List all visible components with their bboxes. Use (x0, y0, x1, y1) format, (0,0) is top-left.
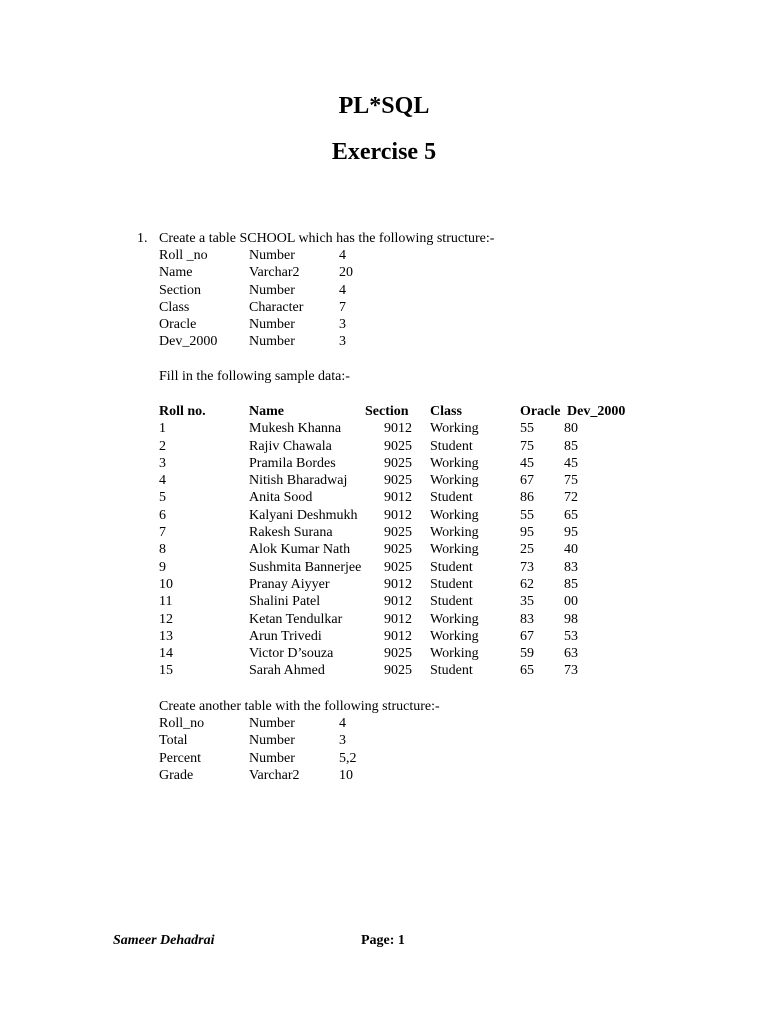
cell-name: Ketan Tendulkar (249, 611, 343, 627)
cell-section: 9012 (384, 507, 412, 523)
field-type: Number (249, 334, 295, 350)
cell-roll: 9 (159, 559, 166, 575)
fill-data-instruction: Fill in the following sample data:- (159, 369, 350, 384)
cell-roll: 14 (159, 646, 173, 662)
cell-section: 9025 (384, 455, 412, 471)
cell-name: Anita Sood (249, 490, 313, 506)
cell-roll: 5 (159, 490, 166, 506)
cell-class: Working (430, 628, 479, 644)
field-name: Roll _no (159, 248, 208, 263)
cell-section: 9025 (384, 542, 412, 558)
cell-oracle: 25 (520, 542, 534, 558)
cell-class: Student (430, 594, 473, 610)
cell-roll: 3 (159, 455, 166, 471)
cell-roll: 1 (159, 421, 166, 437)
field-size: 20 (339, 265, 353, 281)
cell-class: Student (430, 490, 473, 506)
field-type: Varchar2 (249, 767, 300, 783)
field-size: 3 (339, 317, 346, 333)
field-name: Dev_2000 (159, 334, 218, 350)
cell-dev: 85 (564, 576, 578, 592)
cell-class: Working (430, 473, 479, 489)
cell-name: Rakesh Surana (249, 525, 333, 541)
cell-oracle: 83 (520, 611, 534, 627)
header-oracle: Oracle (520, 404, 561, 419)
cell-name: Mukesh Khanna (249, 421, 342, 437)
field-name: Grade (159, 767, 194, 783)
cell-name: Sarah Ahmed (249, 663, 325, 679)
cell-roll: 6 (159, 507, 166, 523)
cell-oracle: 55 (520, 507, 534, 523)
cell-oracle: 62 (520, 576, 534, 592)
second-table-instruction: Create another table with the following structure:- (159, 699, 440, 714)
cell-dev: 95 (564, 525, 578, 541)
header-dev: Dev_2000 (567, 404, 626, 419)
cell-roll: 11 (159, 594, 173, 610)
header-roll: Roll no. (159, 404, 206, 419)
cell-roll: 12 (159, 611, 173, 627)
field-type: Number (249, 317, 295, 333)
cell-oracle: 73 (520, 559, 534, 575)
cell-dev: 00 (564, 594, 578, 610)
field-name: Name (159, 265, 193, 281)
cell-class: Student (430, 559, 473, 575)
field-name: Roll_no (159, 716, 205, 731)
cell-dev: 83 (564, 559, 578, 575)
cell-dev: 40 (564, 542, 578, 558)
field-name: Percent (159, 750, 201, 766)
cell-class: Working (430, 455, 479, 471)
document-title: PL*SQL (338, 93, 430, 119)
cell-oracle: 67 (520, 473, 534, 489)
cell-roll: 7 (159, 525, 166, 541)
field-size: 5,2 (339, 750, 357, 766)
header-class: Class (430, 404, 462, 419)
field-name: Total (159, 733, 188, 749)
cell-roll: 8 (159, 542, 166, 558)
field-size: 3 (339, 733, 346, 749)
cell-dev: 63 (564, 646, 578, 662)
cell-section: 9025 (384, 525, 412, 541)
cell-section: 9012 (384, 576, 412, 592)
field-type: Number (249, 733, 295, 749)
cell-dev: 53 (564, 628, 578, 644)
cell-section: 9012 (384, 628, 412, 644)
cell-class: Working (430, 421, 479, 437)
field-type: Number (249, 750, 295, 766)
cell-section: 9012 (384, 611, 412, 627)
cell-oracle: 67 (520, 628, 534, 644)
cell-oracle: 65 (520, 663, 534, 679)
cell-class: Working (430, 646, 479, 662)
cell-dev: 72 (564, 490, 578, 506)
cell-class: Working (430, 611, 479, 627)
header-section: Section (365, 404, 409, 419)
cell-name: Kalyani Deshmukh (249, 507, 358, 523)
cell-name: Shalini Patel (249, 594, 321, 610)
field-type: Varchar2 (249, 265, 300, 281)
field-size: 10 (339, 767, 353, 783)
footer-author: Sameer Dehadrai (113, 933, 215, 948)
cell-roll: 13 (159, 628, 173, 644)
header-name: Name (249, 404, 284, 419)
cell-name: Victor D’souza (249, 646, 334, 662)
cell-section: 9012 (384, 421, 412, 437)
cell-name: Sushmita Bannerjee (249, 559, 362, 575)
cell-name: Pramila Bordes (249, 455, 336, 471)
cell-name: Alok Kumar Nath (249, 542, 351, 558)
cell-section: 9012 (384, 594, 412, 610)
cell-class: Working (430, 525, 479, 541)
cell-roll: 10 (159, 576, 173, 592)
field-size: 7 (339, 299, 346, 315)
cell-oracle: 55 (520, 421, 534, 437)
field-name: Section (159, 282, 201, 298)
cell-dev: 45 (564, 455, 578, 471)
field-type: Character (249, 299, 304, 315)
cell-oracle: 35 (520, 594, 534, 610)
cell-dev: 98 (564, 611, 578, 627)
field-type: Number (249, 716, 295, 731)
cell-section: 9025 (384, 646, 412, 662)
field-type: Number (249, 248, 295, 263)
field-name: Oracle (159, 317, 197, 333)
cell-name: Arun Trivedi (249, 628, 322, 644)
cell-oracle: 95 (520, 525, 534, 541)
field-size: 4 (339, 716, 346, 731)
cell-dev: 85 (564, 438, 578, 454)
cell-roll: 2 (159, 438, 166, 454)
cell-name: Rajiv Chawala (249, 438, 332, 454)
cell-class: Working (430, 542, 479, 558)
cell-roll: 15 (159, 663, 173, 679)
field-name: Class (159, 299, 190, 315)
cell-oracle: 86 (520, 490, 534, 506)
cell-section: 9012 (384, 490, 412, 506)
cell-name: Nitish Bharadwaj (249, 473, 348, 489)
question-text: Create a table SCHOOL which has the following structure:- (159, 231, 495, 246)
footer-page-number: Page: 1 (361, 933, 405, 948)
cell-class: Student (430, 438, 473, 454)
question-number: 1. (137, 231, 148, 246)
cell-section: 9025 (384, 663, 412, 679)
cell-oracle: 45 (520, 455, 534, 471)
cell-roll: 4 (159, 473, 166, 489)
cell-section: 9025 (384, 473, 412, 489)
field-size: 4 (339, 248, 346, 263)
cell-dev: 65 (564, 507, 578, 523)
cell-section: 9025 (384, 438, 412, 454)
field-type: Number (249, 282, 295, 298)
cell-dev: 75 (564, 473, 578, 489)
cell-section: 9025 (384, 559, 412, 575)
cell-name: Pranay Aiyyer (249, 576, 330, 592)
cell-class: Student (430, 663, 473, 679)
cell-class: Working (430, 507, 479, 523)
cell-oracle: 75 (520, 438, 534, 454)
field-size: 4 (339, 282, 346, 298)
field-size: 3 (339, 334, 346, 350)
cell-dev: 73 (564, 663, 578, 679)
document-subtitle: Exercise 5 (331, 139, 437, 165)
cell-oracle: 59 (520, 646, 534, 662)
cell-dev: 80 (564, 421, 578, 437)
cell-class: Student (430, 576, 473, 592)
